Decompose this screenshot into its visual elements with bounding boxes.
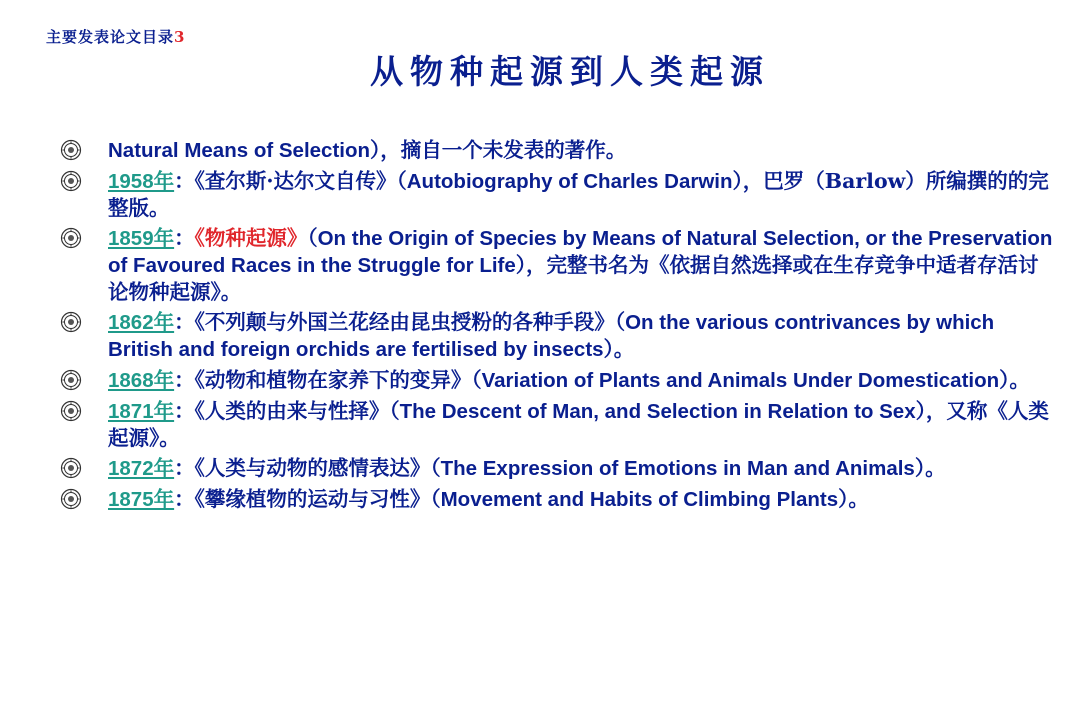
- round-emblem-bullet-icon: [60, 170, 82, 192]
- publication-bracket-open: （: [471, 368, 482, 392]
- colon: ：: [174, 169, 195, 193]
- publication-english-title: Variation of Plants and Animals Under Domestication: [481, 369, 1000, 392]
- publication-english-title: On the Origin of Species by Means of Natural Selection, or the Preservation of Favoured Races in the Struggle for Life: [108, 227, 1053, 277]
- round-emblem-bullet-icon: [60, 311, 82, 333]
- publication-bracket-close: ），: [732, 169, 764, 193]
- publication-note: 又称《人类起源》。: [108, 399, 1049, 450]
- year-link-1868[interactable]: 1868年: [108, 369, 175, 392]
- year-link-1862[interactable]: 1862年: [108, 311, 175, 334]
- year-link-1859[interactable]: 1859年: [108, 227, 175, 250]
- publication-item: [58, 168, 1058, 221]
- publication-item: [58, 486, 1058, 513]
- publication-chinese-title: 《人类的由来与性择》: [194, 399, 390, 423]
- publication-bracket-close: ），: [515, 253, 547, 277]
- publication-bracket-open: （: [614, 310, 626, 334]
- publication-chinese-title: 《不列颠与外国兰花经由昆虫授粉的各种手段》: [194, 310, 615, 334]
- colon: ：: [174, 487, 195, 511]
- publication-list: [58, 137, 1058, 517]
- publication-note: 摘自一个未发表的著作。: [400, 138, 627, 162]
- publication-english-title: The Expression of Emotions in Man and Animals: [440, 457, 915, 480]
- round-emblem-bullet-icon: [60, 227, 82, 249]
- publication-bracket-close: ），: [915, 399, 947, 423]
- publication-item: [58, 225, 1058, 305]
- publication-item: [58, 398, 1058, 451]
- year-link-1958[interactable]: 1958年: [108, 170, 175, 193]
- round-emblem-bullet-icon: [60, 400, 82, 422]
- publication-chinese-title: 《查尔斯·达尔文自传》: [194, 169, 397, 193]
- publication-bracket-open: （: [307, 226, 318, 250]
- round-emblem-bullet-icon: [60, 139, 82, 161]
- colon: ：: [174, 368, 195, 392]
- section-label: [46, 26, 185, 47]
- publication-english-title: Natural Means of Selection: [108, 139, 371, 162]
- publication-bracket-close: ）。: [999, 368, 1030, 392]
- publication-bracket-open: （: [396, 169, 407, 193]
- publication-chinese-title: 《攀缘植物的运动与习性》: [194, 487, 431, 511]
- publication-english-title: Autobiography of Charles Darwin: [406, 170, 733, 193]
- publication-bracket-close: ）。: [914, 456, 946, 480]
- publication-note: 完整书名为《依据自然选择或在生存竞争中适者存活讨论物种起源》。: [108, 253, 1039, 304]
- publication-bracket-open: （: [389, 399, 400, 423]
- colon: ：: [174, 456, 195, 480]
- publication-chinese-title: 《动物和植物在家养下的变异》: [194, 368, 472, 392]
- publication-english-title: On the various contrivances by which British and foreign orchids are fertilised by insects: [108, 311, 995, 361]
- round-emblem-bullet-icon: [60, 457, 82, 479]
- slide-title: 从物种起源到人类起源: [370, 52, 770, 91]
- year-link-1872[interactable]: 1872年: [108, 457, 175, 480]
- publication-item: [58, 309, 1058, 363]
- publication-chinese-title-highlighted: 《物种起源》: [194, 226, 308, 250]
- colon: ：: [174, 399, 195, 423]
- colon: ：: [174, 226, 195, 250]
- publication-bracket-open: （: [430, 487, 441, 511]
- round-emblem-bullet-icon: [60, 369, 82, 391]
- publication-bracket-close: ）。: [603, 337, 635, 361]
- section-label-number: 3: [174, 28, 186, 46]
- publication-chinese-title: 《人类与动物的感情表达》: [194, 456, 431, 480]
- publication-item: [58, 367, 1058, 394]
- publication-english-title: The Descent of Man, and Selection in Relation to Sex: [399, 400, 916, 423]
- publication-item: [58, 137, 1058, 164]
- publication-english-title: Movement and Habits of Climbing Plants: [440, 488, 839, 511]
- publication-bracket-open: （: [430, 456, 441, 480]
- section-label-text: 主要发表论文目录: [46, 28, 175, 46]
- year-link-1871[interactable]: 1871年: [108, 400, 175, 423]
- publication-bracket-close: ），: [370, 138, 401, 162]
- year-link-1875[interactable]: 1875年: [108, 488, 175, 511]
- round-emblem-bullet-icon: [60, 488, 82, 510]
- publication-bracket-close: ）。: [838, 487, 869, 511]
- colon: ：: [174, 310, 195, 334]
- publication-note: 巴罗（Barlow）所编撰的的完整版。: [108, 169, 1049, 220]
- publication-item: [58, 455, 1058, 482]
